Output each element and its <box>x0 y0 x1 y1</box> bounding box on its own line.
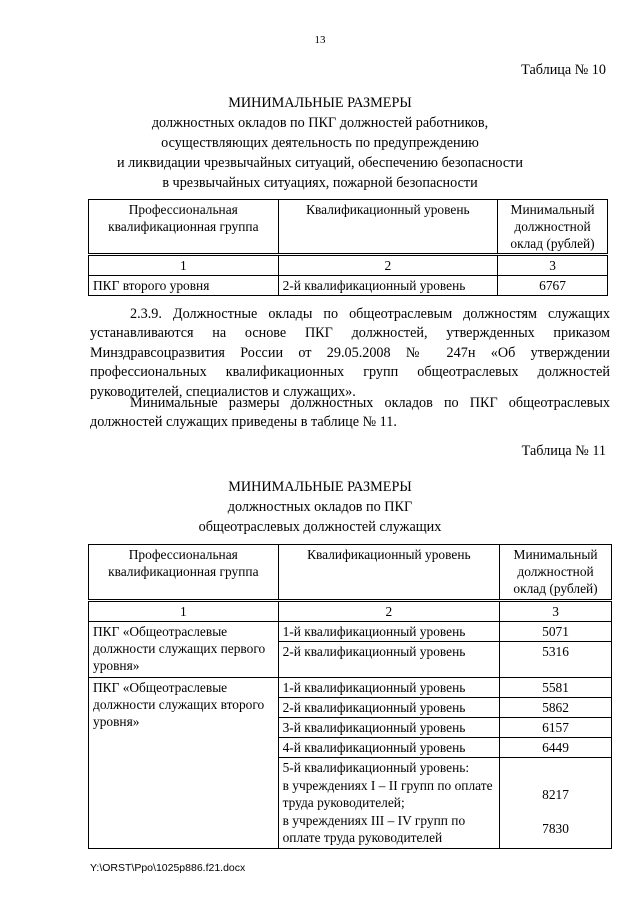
level5-sub1-salary: 8217 <box>542 786 569 802</box>
paragraph-table11-ref: Минимальные размеры должностных окладов по ПКГ общеотраслевых должностей служащих приведены в таблице № 11. <box>90 395 610 431</box>
table10-title-line: осуществляющих деятельность по предупреждению <box>161 135 479 151</box>
table10-title-line: должностных окладов по ПКГ должностей работников, <box>151 115 489 131</box>
group-cell: ПКГ второго уровня <box>89 276 279 296</box>
table11 <box>88 544 612 849</box>
column-number: 2 <box>278 255 497 276</box>
level-cell: 4-й квалификационный уровень <box>278 738 499 758</box>
table10 <box>88 199 608 296</box>
header-cell: Профессиональная квалификационная группа <box>89 200 279 255</box>
level5-sub1: в учреждениях I – II групп по оплате труда руководителей; <box>282 777 493 810</box>
group-cell: ПКГ «Общеотраслевые должности служащих второго уровня» <box>89 678 279 849</box>
level5-heading: 5-й квалификационный уровень: <box>282 760 470 775</box>
table11-colnum-row <box>89 601 612 622</box>
level-cell: 2-й квалификационный уровень <box>278 698 499 718</box>
column-number: 3 <box>500 601 612 622</box>
page-number: 13 <box>314 34 326 46</box>
group-cell: ПКГ «Общеотраслевые должности служащих первого уровня» <box>89 622 279 678</box>
salary-cell: 5581 <box>500 678 612 698</box>
header-cell: Профессиональная квалификационная группа <box>89 545 279 601</box>
header-cell: Квалификационный уровень <box>278 545 499 601</box>
level-cell <box>278 758 499 849</box>
level-cell: 2-й квалификационный уровень <box>278 276 497 296</box>
column-number: 1 <box>89 601 279 622</box>
level5-sub2-salary: 7830 <box>542 821 569 836</box>
table-row <box>89 622 612 642</box>
table11-label: Таблица № 11 <box>521 443 606 459</box>
table10-colnum-row <box>89 255 608 276</box>
footer-file-path: Y:\ORST\Ppo\1025p886.f21.docx <box>90 862 246 874</box>
paragraph-2-3-9: 2.3.9. Должностные оклады по общеотраслевым должностям служащих устанавливаются на основе ПКГ должностей, утвержденных приказом Минздравсоцразвития России от 29.05.2008 № 247н «Об утверждении профессиональных квалификационных групп общеотраслевых должностей руководителей, специалистов и служащих». <box>90 306 610 400</box>
table11-title-line: МИНИМАЛЬНЫЕ РАЗМЕРЫ <box>228 479 412 495</box>
column-number: 1 <box>89 255 279 276</box>
table10-title-line: в чрезвычайных ситуациях, пожарной безопасности <box>162 175 478 191</box>
level-cell: 1-й квалификационный уровень <box>278 678 499 698</box>
table10-title <box>0 93 640 193</box>
salary-cell: 5316 <box>500 642 612 678</box>
header-cell: Минимальный должностной оклад (рублей) <box>498 200 608 255</box>
header-cell: Квалификационный уровень <box>278 200 497 255</box>
table10-title-line: и ликвидации чрезвычайных ситуаций, обеспечению безопасности <box>117 155 523 171</box>
salary-cell: 6157 <box>500 718 612 738</box>
table10-header-row <box>89 200 608 255</box>
level-cell: 3-й квалификационный уровень <box>278 718 499 738</box>
column-number: 2 <box>278 601 499 622</box>
salary-cell: 5862 <box>500 698 612 718</box>
salary-cell <box>500 758 612 849</box>
level-cell: 1-й квалификационный уровень <box>278 622 499 642</box>
level-cell: 2-й квалификационный уровень <box>278 642 499 678</box>
salary-cell: 6767 <box>498 276 608 296</box>
header-cell: Минимальный должностной оклад (рублей) <box>500 545 612 601</box>
level5-sub2: в учреждениях III – IV групп по оплате труда руководителей <box>282 812 466 845</box>
table-row <box>89 678 612 698</box>
column-number: 3 <box>498 255 608 276</box>
table11-title-line: должностных окладов по ПКГ <box>227 499 413 515</box>
salary-cell: 6449 <box>500 738 612 758</box>
table10-label: Таблица № 10 <box>521 62 606 78</box>
table11-header-row <box>89 545 612 601</box>
table11-title <box>0 477 640 537</box>
table11-title-line: общеотраслевых должностей служащих <box>198 519 442 535</box>
table-row <box>89 276 608 296</box>
table10-title-line: МИНИМАЛЬНЫЕ РАЗМЕРЫ <box>228 95 412 111</box>
salary-cell: 5071 <box>500 622 612 642</box>
